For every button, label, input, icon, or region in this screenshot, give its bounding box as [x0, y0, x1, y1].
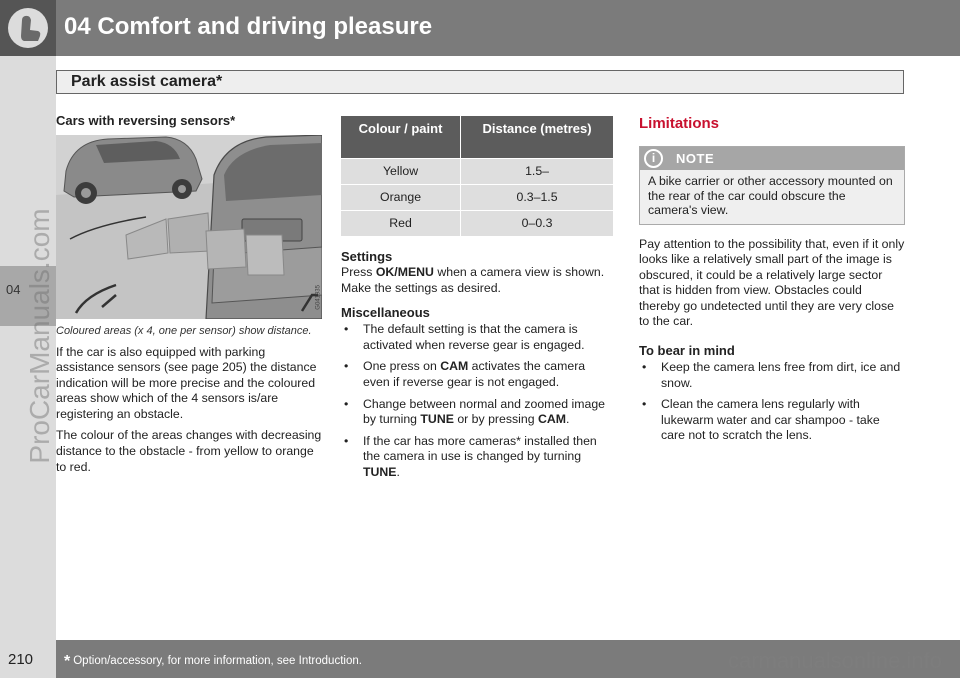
- list-item: [341, 322, 613, 353]
- table-header-row: [341, 116, 613, 158]
- list-item-text: .: [566, 412, 570, 427]
- limitations-paragraph: Pay attention to the possibility that, even if it only looks like a relatively small part of the image is obscured, it could be a relatively large sector that is hidden from view. Obstacles could thereby go undetected until they are very close to the car.: [639, 236, 905, 329]
- bullet: •: [344, 322, 349, 337]
- settings-command: OK/MENU: [375, 265, 434, 279]
- list-item-text: One press on: [363, 359, 441, 374]
- note-text: A bike carrier or other accessory mounted on the rear of the car could obscure the camera's view.: [640, 170, 904, 224]
- table-cell: 1.5–: [461, 158, 613, 184]
- paragraph-sensors: If the car is also equipped with parking assistance sensors (see page 205) the distance indication will be more precise and the coloured areas show which of the 4 sensors is/are registering an obstacle.: [56, 344, 317, 421]
- table-row: [341, 184, 613, 210]
- table-header-colour: Colour / paint: [341, 116, 461, 158]
- table-cell: Orange: [341, 184, 461, 210]
- bear-in-mind-heading: To bear in mind: [639, 343, 735, 359]
- camera-view-drawing: [56, 135, 322, 319]
- reversing-sensors-heading: Cars with reversing sensors*: [56, 113, 236, 128]
- command-cam: CAM: [440, 359, 469, 374]
- list-item-text: or by pressing: [453, 412, 538, 427]
- table-row: [341, 158, 613, 184]
- note-label: NOTE: [676, 151, 715, 166]
- info-icon: i: [644, 149, 663, 168]
- watermark-side-text: ProCarManuals.com: [24, 208, 55, 464]
- list-item-text: Keep the camera lens free from dirt, ice and snow.: [661, 360, 901, 390]
- list-item: [639, 360, 905, 391]
- table-cell: 0–0.3: [461, 210, 613, 236]
- watermark-bottom: carmanualsonline.info: [727, 648, 942, 673]
- park-assist-illustration: [56, 135, 322, 319]
- list-item: [639, 397, 905, 444]
- list-item-text: Change between normal and zoomed image by turning: [363, 396, 605, 427]
- miscellaneous-heading: Miscellaneous: [341, 305, 430, 321]
- command-tune: TUNE: [420, 412, 454, 427]
- column-middle: [341, 112, 613, 487]
- bear-in-mind-list: [639, 360, 905, 444]
- paragraph-colour-change: The colour of the areas changes with decreasing distance to the obstacle - from yellow to orange to red.: [56, 428, 322, 474]
- table-cell: 0.3–1.5: [461, 184, 613, 210]
- footnote: [64, 651, 362, 669]
- note-box: [639, 146, 905, 225]
- miscellaneous-list: [341, 322, 613, 480]
- page-header: [0, 0, 960, 56]
- list-item-text: If the car has more cameras* installed then the camera in use is changed by turning: [363, 433, 597, 464]
- table-cell: Yellow: [341, 158, 461, 184]
- note-header: [640, 147, 904, 170]
- section-title: Park assist camera*: [71, 73, 223, 90]
- column-right: [639, 112, 905, 450]
- list-item-text: Clean the camera lens regularly with lukewarm water and car shampoo - take care not to scratch the lens.: [661, 397, 880, 443]
- command-tune: TUNE: [363, 464, 397, 479]
- distance-colour-table: [341, 116, 613, 236]
- settings-text-before: Press: [341, 265, 376, 279]
- table-cell: Red: [341, 210, 461, 236]
- settings-paragraph: [341, 265, 613, 296]
- figure-code: G041935: [316, 285, 322, 310]
- bullet: •: [344, 396, 349, 411]
- list-item-text: The default setting is that the camera is activated when reverse gear is engaged.: [363, 322, 585, 352]
- chapter-title: 04 Comfort and driving pleasure: [64, 13, 433, 40]
- figure-caption: Coloured areas (x 4, one per sensor) show distance.: [56, 325, 312, 337]
- list-item: [341, 359, 613, 390]
- limitations-heading: Limitations: [639, 115, 720, 132]
- list-item: [341, 434, 613, 481]
- chapter-number: 04: [6, 282, 21, 297]
- table-row: [341, 210, 613, 236]
- bullet: •: [642, 397, 647, 412]
- command-cam: CAM: [537, 412, 566, 427]
- column-left: [56, 112, 322, 475]
- list-item-text: .: [396, 464, 400, 479]
- list-item: [341, 397, 613, 428]
- table-header-distance: Distance (metres): [461, 116, 613, 158]
- settings-text-after: when a camera view is shown. Make the settings as desired.: [341, 265, 605, 295]
- page-number: 210: [8, 651, 34, 668]
- list-item-text: activates the camera even if reverse gear is not engaged.: [363, 359, 586, 389]
- section-bar: [56, 70, 904, 94]
- footnote-text: Option/accessory, for more information, see Introduction.: [73, 655, 362, 667]
- watermark-side: [20, 0, 60, 678]
- bullet: •: [344, 433, 349, 448]
- bullet: •: [642, 360, 647, 375]
- settings-heading: Settings: [341, 249, 393, 264]
- bullet: •: [344, 359, 349, 374]
- footnote-star: *: [64, 653, 71, 670]
